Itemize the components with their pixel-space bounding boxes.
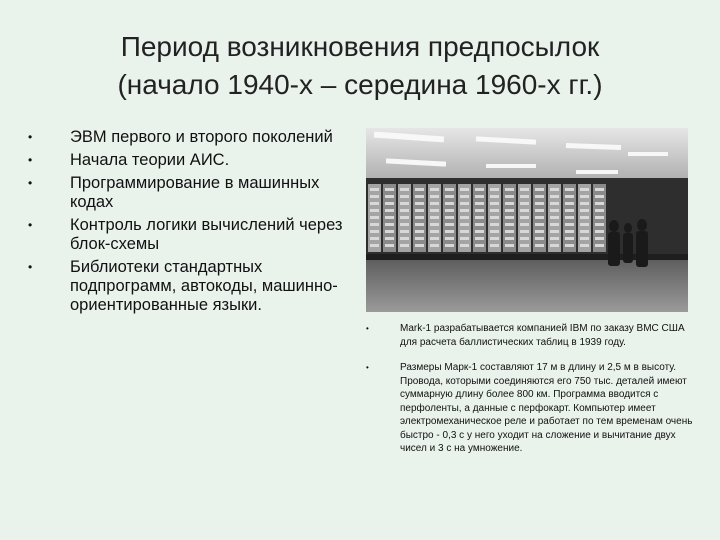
left-item-text: Контроль логики вычислений через блок-схемы	[70, 216, 343, 253]
mark-1-computer-image	[366, 128, 688, 312]
slide-title	[40, 28, 680, 104]
left-list-item	[28, 216, 346, 254]
right-bullet-list	[366, 322, 696, 468]
left-item-text: Программирование в машинных кодах	[70, 174, 320, 211]
bullet-icon: •	[366, 324, 369, 333]
left-item-text: Библиотеки стандартных подпрограмм, автокоды, машинно-ориентированные языки.	[70, 258, 338, 314]
left-bullet-list	[28, 128, 346, 319]
title-line-2: (начало 1940-х – середина 1960-х гг.)	[117, 69, 603, 100]
bullet-icon: •	[366, 363, 369, 372]
bullet-icon: •	[28, 218, 33, 232]
left-list-item	[28, 128, 346, 147]
right-list-item	[366, 322, 696, 349]
left-item-text: ЭВМ первого и второго поколений	[70, 128, 333, 146]
bullet-icon: •	[28, 130, 33, 144]
right-item-text: Mark-1 разрабатывается компанией IBM по заказу ВМС США для расчета баллистических таблиц в 1939 году.	[400, 323, 685, 348]
left-item-text: Начала теории АИС.	[70, 151, 230, 169]
bullet-icon: •	[28, 176, 33, 190]
left-list-item	[28, 151, 346, 170]
right-item-text: Размеры Марк-1 составляют 17 м в длину и 2,5 м в высоту. Провода, которыми соединяются его 750 тыс. деталей имеют суммарную длину более 800 км. Программа вводится с перфоленты, а данные с перфокарт. Компьютер имеет электромеханическое реле и работает по тем временам очень быстро - 0,3 с у него уходит на сложение и вычитание двух чисел и 3 с на умножение.	[400, 362, 693, 454]
title-line-1: Период возникновения предпосылок	[120, 31, 600, 62]
mark-1-photo	[366, 128, 688, 312]
bullet-icon: •	[28, 153, 33, 167]
right-list-item	[366, 361, 696, 456]
bullet-icon: •	[28, 260, 33, 274]
left-list-item	[28, 174, 346, 212]
left-list-item	[28, 258, 346, 315]
